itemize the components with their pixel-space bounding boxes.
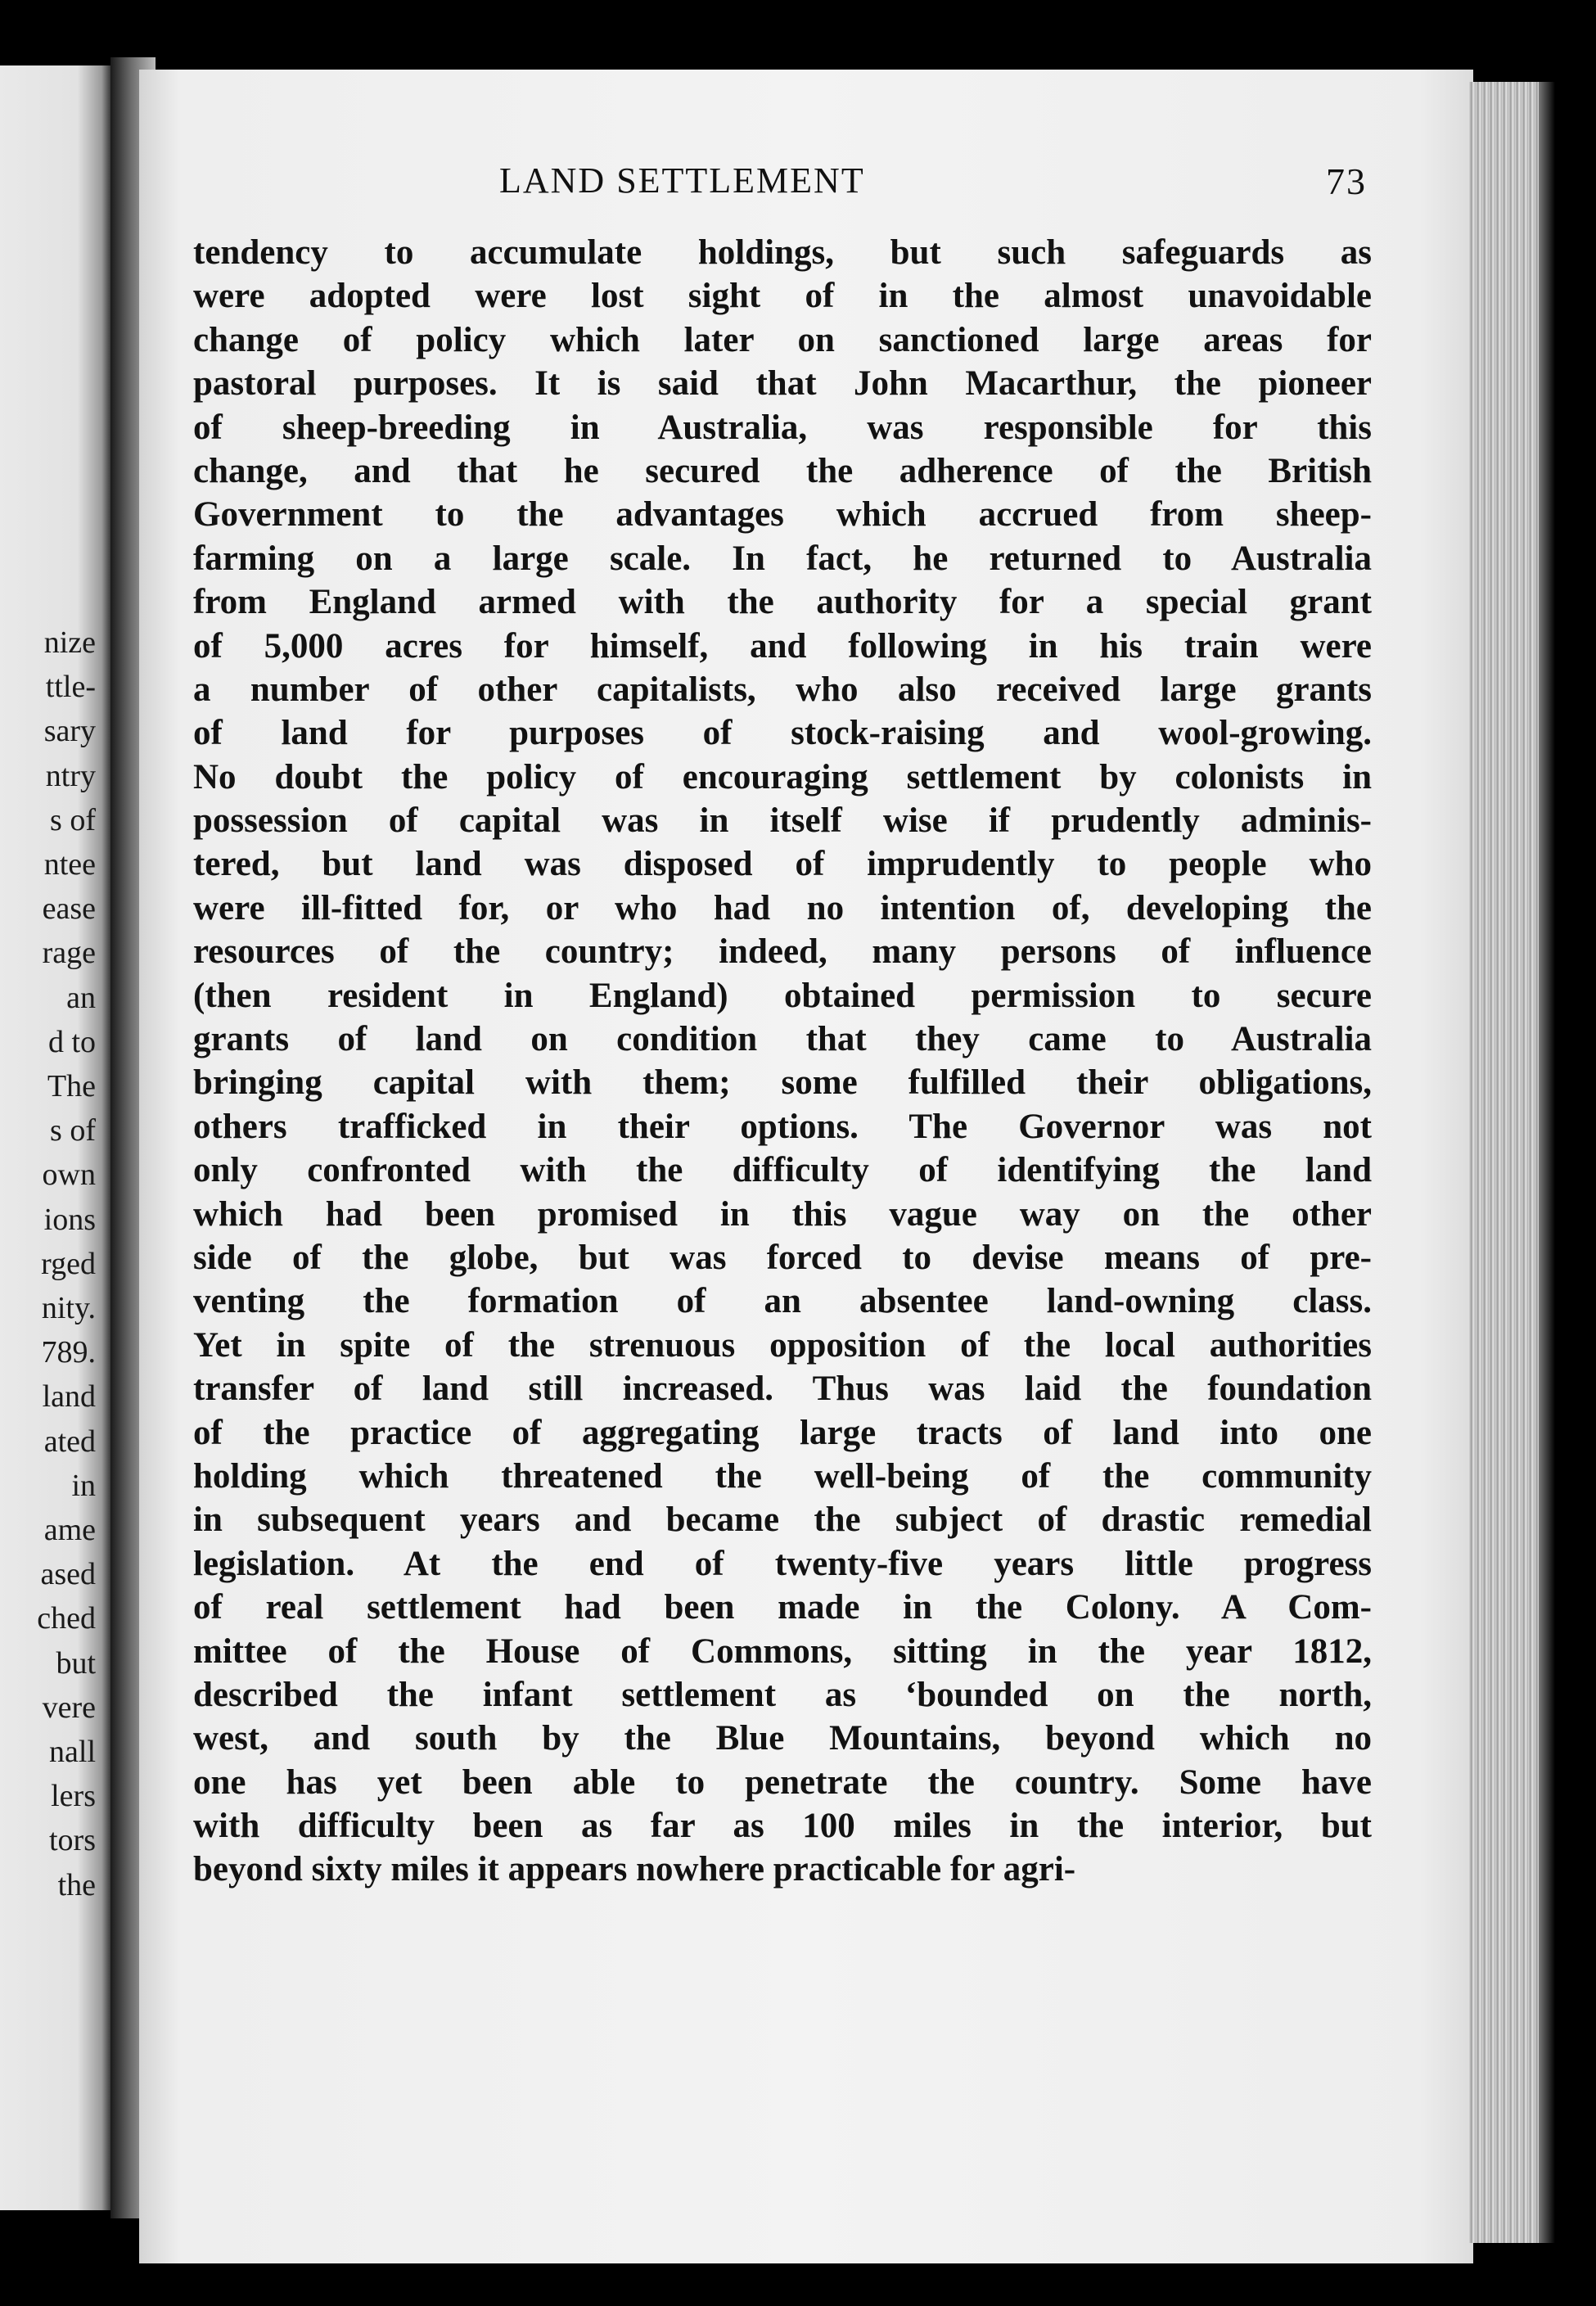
facing-page-text-fragment: rage (42, 936, 96, 971)
text-line: change, and that he secured the adherence of the British (193, 451, 1372, 490)
text-line: No doubt the policy of encouraging settlement by colonists in (193, 757, 1372, 796)
text-line: in subsequent years and became the subject of drastic remedial (193, 1500, 1372, 1540)
text-line: tendency to accumulate holdings, but such safeguards as (193, 233, 1372, 272)
facing-page-text-fragment: the (57, 1867, 96, 1902)
facing-page-text-fragment: ease (42, 891, 96, 927)
text-line: side of the globe, but was forced to devise means of pre- (193, 1238, 1372, 1277)
text-line: possession of capital was in itself wise if prudently adminis- (193, 801, 1372, 841)
text-line: were ill-fitted for, or who had no intention of, developing the (193, 888, 1372, 927)
facing-page-text-fragment: 789. (41, 1335, 96, 1370)
text-line: change of policy which later on sanctioned large areas for (193, 320, 1372, 359)
text-line: from England armed with the authority for a special grant (193, 583, 1372, 622)
text-line: of the practice of aggregating large tracts of land into one (193, 1413, 1372, 1452)
page-number: 73 (1326, 160, 1367, 202)
text-line: legislation. At the end of twenty-five years little progress (193, 1544, 1372, 1583)
text-line: farming on a large scale. In fact, he returned to Australia (193, 539, 1372, 578)
text-line: pastoral purposes. It is said that John Macarthur, the pioneer (193, 364, 1372, 404)
text-line: grants of land on condition that they came to Australia (193, 1020, 1372, 1059)
facing-page-text-fragment: s of (50, 1113, 96, 1148)
facing-page-text-fragment: s of (50, 802, 96, 837)
body-text (193, 231, 1372, 1892)
facing-page-text-fragment: ated (43, 1424, 96, 1459)
text-line: venting the formation of an absentee land-owning class. (193, 1282, 1372, 1321)
facing-page-text-fragment: d to (47, 1024, 96, 1059)
text-line: of sheep-breeding in Australia, was responsible for this (193, 408, 1372, 447)
text-line: a number of other capitalists, who also received large grants (193, 670, 1372, 709)
text-line: holding which threatened the well-being of the community (193, 1456, 1372, 1496)
facing-page-text-fragment: ntry (45, 758, 96, 793)
text-line: only confronted with the difficulty of identifying the land (193, 1151, 1372, 1190)
facing-page-text-fragment: nize (43, 625, 96, 660)
facing-page-text-fragment: ntee (43, 847, 96, 882)
facing-page-text-fragment: nity. (41, 1291, 96, 1325)
facing-page-text-fragment: own (42, 1158, 96, 1193)
facing-page-text-fragment: rged (41, 1246, 96, 1281)
page-edge-shadow (1539, 82, 1555, 2243)
text-line: mittee of the House of Commons, sitting in the year 1812, (193, 1631, 1372, 1671)
facing-page-text-fragment: sary (43, 714, 96, 749)
facing-page-text-fragment: in (71, 1468, 96, 1503)
facing-page-text-fragment: ased (40, 1557, 96, 1592)
text-line: (then resident in England) obtained permission to secure (193, 976, 1372, 1015)
text-line: beyond sixty miles it appears nowhere practicable for agri- (193, 1850, 1076, 1889)
text-line: with difficulty been as far as 100 miles in the interior, but (193, 1807, 1372, 1846)
facing-page-text-fragment: lers (51, 1779, 96, 1814)
text-line: transfer of land still increased. Thus was laid the foundation (193, 1370, 1372, 1409)
text-line: described the infant settlement as ‘bounded on the north, (193, 1675, 1372, 1714)
text-line: resources of the country; indeed, many persons of influence (193, 932, 1372, 972)
facing-page-text-fragment: an (66, 980, 96, 1015)
text-line: others trafficked in their options. The Governor was not (193, 1107, 1372, 1146)
text-line: Government to the advantages which accrued from sheep- (193, 495, 1372, 535)
facing-page-fragment (0, 65, 110, 2210)
text-line: one has yet been able to penetrate the country. Some have (193, 1762, 1372, 1802)
text-line: west, and south by the Blue Mountains, beyond which no (193, 1719, 1372, 1758)
text-line: of real settlement had been made in the Colony. A Com- (193, 1588, 1372, 1627)
facing-page-text-fragment: nall (49, 1735, 96, 1769)
facing-page-text-fragment: but (56, 1645, 96, 1681)
facing-page-text-fragment: ttle- (45, 670, 96, 705)
facing-page-text-fragment: ched (37, 1601, 96, 1636)
facing-page-text-fragment: ions (43, 1202, 96, 1237)
facing-page-text-fragment: ame (43, 1513, 96, 1547)
running-header (196, 160, 1367, 209)
running-title: LAND SETTLEMENT (499, 160, 865, 201)
facing-page-text-fragment: The (47, 1069, 96, 1103)
facing-page-text-fragment: vere (42, 1690, 96, 1725)
text-line: tered, but land was disposed of imprudently to people who (193, 845, 1372, 884)
facing-page-text-fragment: land (42, 1379, 96, 1415)
text-line: Yet in spite of the strenuous opposition of the local authorities (193, 1325, 1372, 1365)
page-stack-edge (1469, 82, 1547, 2243)
text-line: bringing capital with them; some fulfilled their obligations, (193, 1063, 1372, 1103)
text-line: were adopted were lost sight of in the almost unavoidable (193, 277, 1372, 316)
facing-page-text-fragment: tors (49, 1823, 96, 1858)
text-line: of 5,000 acres for himself, and following in his train were (193, 626, 1372, 666)
text-line: which had been promised in this vague way on the other (193, 1194, 1372, 1234)
text-line: of land for purposes of stock-raising and wool-growing. (193, 714, 1372, 753)
